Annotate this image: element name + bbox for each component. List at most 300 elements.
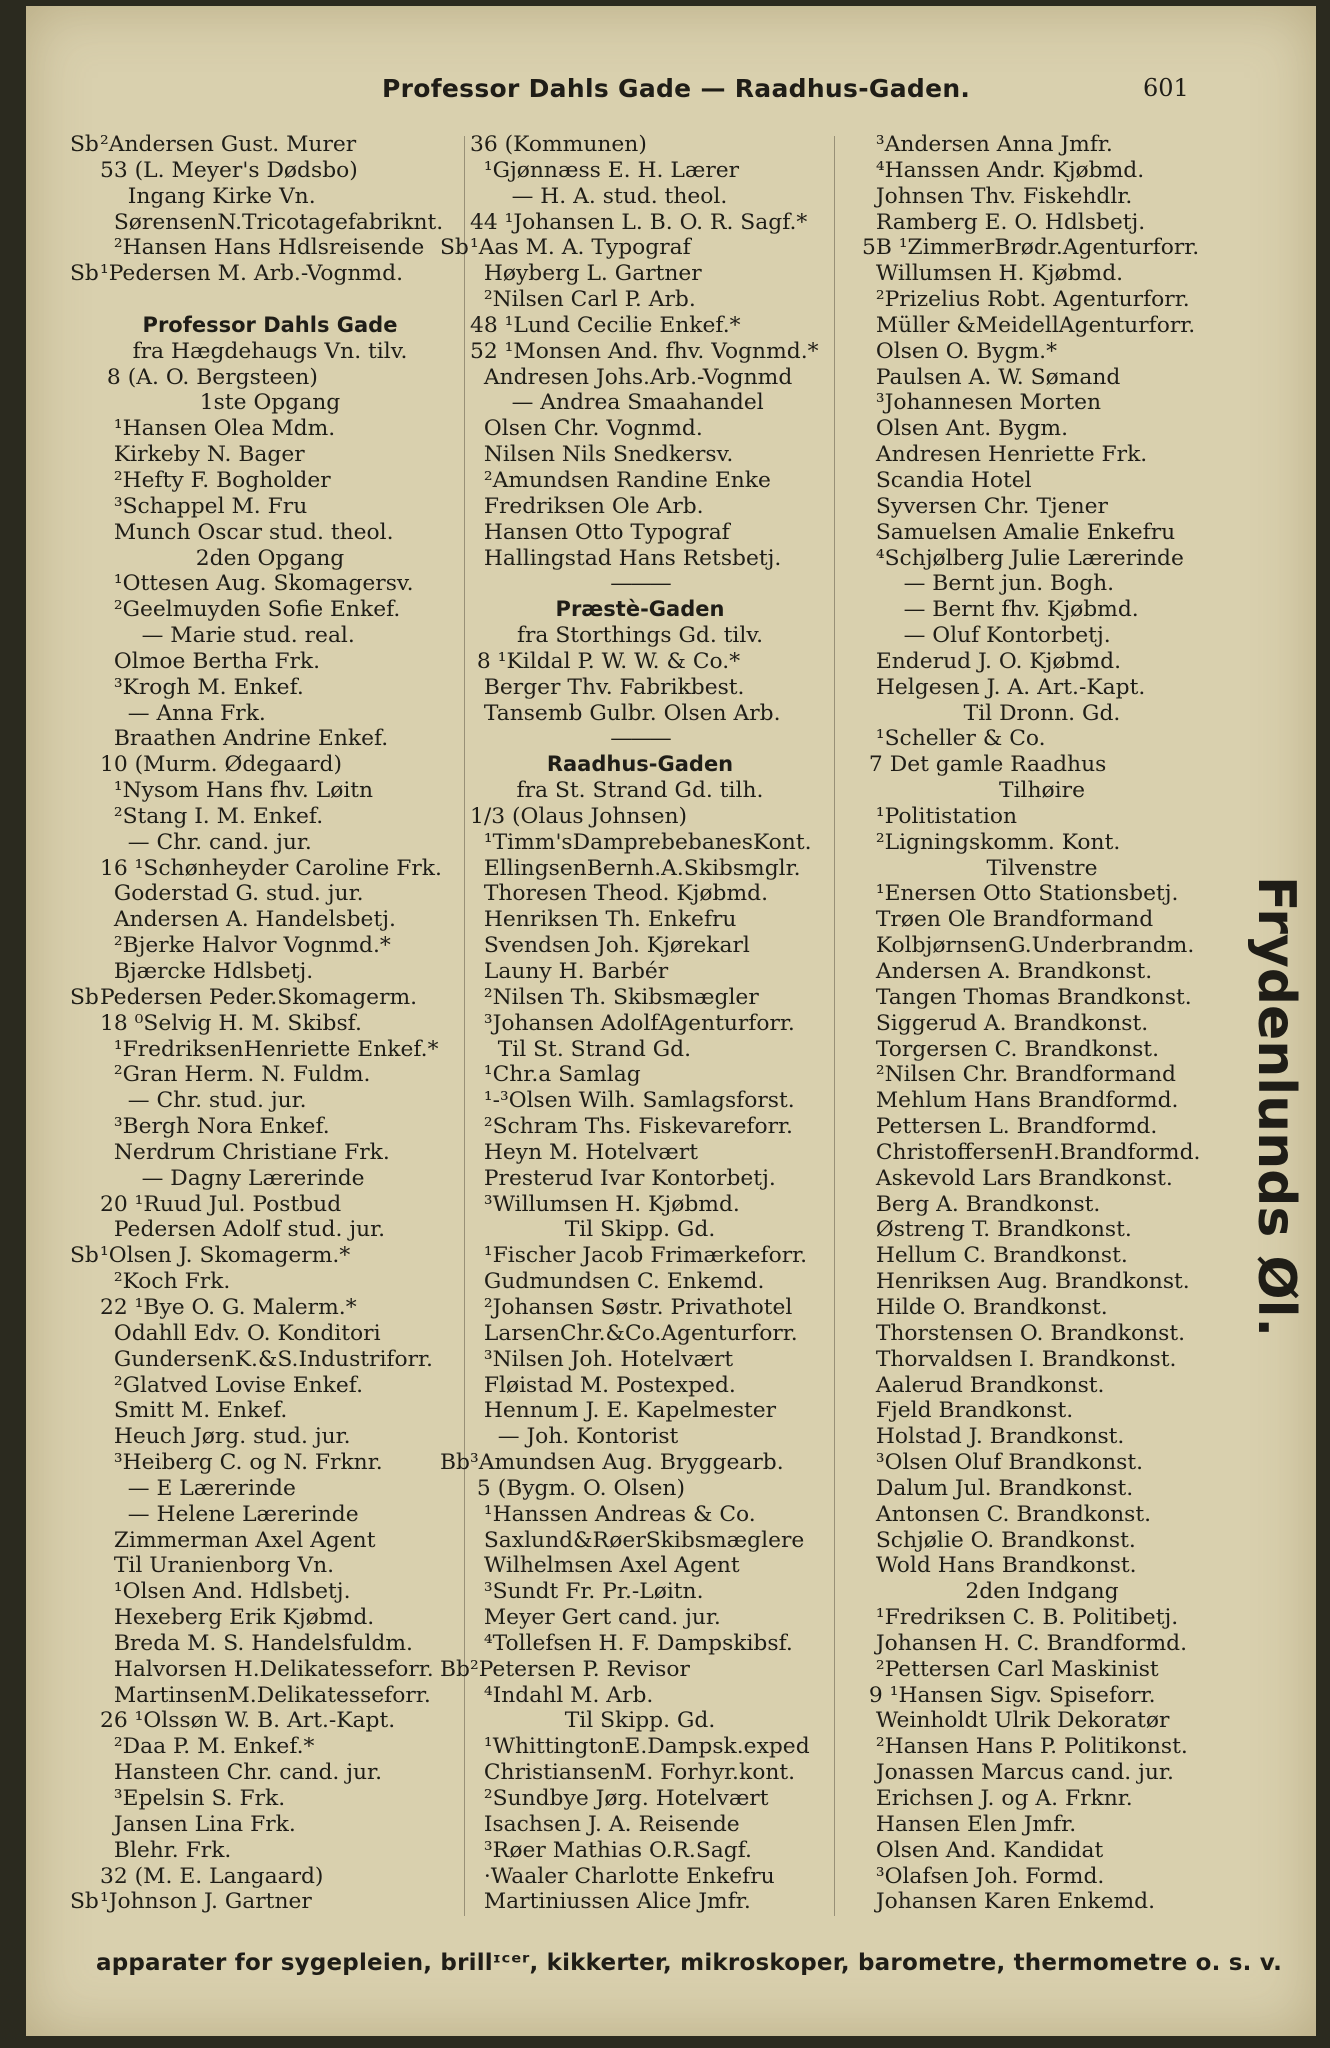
- entry-text: Olsen And. Kandidat: [862, 1837, 1104, 1863]
- directory-entry: [440, 339, 840, 365]
- section-label: [832, 778, 1252, 804]
- entry-text: Andersen A. Handelsbetj.: [100, 907, 396, 933]
- directory-entry: [832, 158, 1252, 184]
- directory-entry: [832, 985, 1252, 1011]
- entry-text: Syversen Chr. Tjener: [862, 493, 1108, 519]
- entry-text: Antonsen C. Brandkonst.: [862, 1501, 1152, 1527]
- directory-entry: [440, 1062, 840, 1088]
- entry-text: — Oluf Kontorbetj.: [862, 623, 1111, 649]
- entry-text: ²Hefty F. Bogholder: [100, 467, 331, 493]
- page-header: [26, 74, 1316, 108]
- directory-entry: [70, 649, 470, 675]
- entry-text: ¹WhittingtonE.Dampsk.exped: [470, 1734, 810, 1760]
- section-label: [440, 778, 840, 804]
- entry-text: ²Nilsen Carl P. Arb.: [470, 287, 696, 313]
- entry-text: Andresen Johs.Arb.-Vognmd: [470, 364, 793, 390]
- entry-text: ¹Fischer Jacob Frimærkeforr.: [470, 1243, 808, 1269]
- entry-text: ¹Enersen Otto Stationsbetj.: [862, 881, 1179, 907]
- directory-entry: [832, 804, 1252, 830]
- entry-text: Samuelsen Amalie Enkefru: [862, 519, 1176, 545]
- directory-entry: [440, 287, 840, 313]
- page-number: 601: [1143, 74, 1189, 102]
- entry-text: ¹Hansen Olea Mdm.: [100, 416, 336, 442]
- directory-entry: [70, 1062, 470, 1088]
- directory-entry: [832, 261, 1252, 287]
- directory-entry: [832, 881, 1252, 907]
- entry-text: Aalerud Brandkonst.: [862, 1372, 1105, 1398]
- entry-text: — Bernt fhv. Kjøbmd.: [862, 597, 1139, 623]
- directory-entry: [70, 494, 470, 520]
- entry-text: — Helene Lærerinde: [100, 1501, 359, 1527]
- entry-text: ³Schappel M. Fru: [100, 493, 308, 519]
- entry-text: ———: [610, 726, 670, 752]
- section-label: [440, 1217, 840, 1243]
- directory-entry: [70, 1812, 470, 1838]
- entry-text: Jonassen Marcus cand. jur.: [862, 1760, 1174, 1786]
- directory-entry: [70, 287, 470, 313]
- entry-text: ²Johansen Søstr. Privathotel: [470, 1294, 793, 1320]
- entry-text: Tangen Thomas Brandkonst.: [862, 984, 1192, 1010]
- directory-entry: [832, 1424, 1252, 1450]
- entry-text: 20 ¹Ruud Jul. Postbud: [100, 1191, 342, 1217]
- entry-text: Heyn M. Hotelvært: [470, 1139, 698, 1165]
- entry-text: Torgersen C. Brandkonst.: [862, 1036, 1159, 1062]
- directory-entry: [832, 520, 1252, 546]
- directory-entry: [70, 1476, 470, 1502]
- entry-text: 48 ¹Lund Cecilie Enkef.*: [470, 312, 741, 338]
- entry-text: Hexeberg Erik Kjøbmd.: [100, 1605, 375, 1631]
- directory-entry: [832, 468, 1252, 494]
- directory-entry: [440, 468, 840, 494]
- directory-entry: [70, 675, 470, 701]
- entry-prefix: Sb: [440, 235, 469, 261]
- entry-text: ³Nilsen Joh. Hotelvært: [470, 1346, 734, 1372]
- directory-entry: [832, 1037, 1252, 1063]
- entry-text: 22 ¹Bye O. G. Malerm.*: [100, 1294, 357, 1320]
- directory-entry: [440, 365, 840, 391]
- entry-text: Henriksen Th. Enkefru: [470, 907, 737, 933]
- entry-text: Holstad J. Brandkonst.: [862, 1424, 1125, 1450]
- entry-text: Goderstad G. stud. jur.: [100, 881, 364, 907]
- entry-text: Smitt M. Enkef.: [100, 1398, 288, 1424]
- directory-entry: [70, 1528, 470, 1554]
- directory-entry: [440, 1605, 840, 1631]
- section-label: [832, 856, 1252, 882]
- directory-entry: [832, 597, 1252, 623]
- directory-entry: [832, 1812, 1252, 1838]
- entry-prefix: Bb: [440, 1656, 470, 1682]
- entry-text: ²Petersen P. Revisor: [470, 1656, 690, 1682]
- directory-entry: [832, 1140, 1252, 1166]
- entry-text: Østreng T. Brandkonst.: [862, 1217, 1132, 1243]
- entry-text: 8 (A. O. Bergsteen): [100, 364, 318, 390]
- entry-text: — Chr. cand. jur.: [100, 829, 312, 855]
- directory-entry: [440, 1579, 840, 1605]
- directory-entry: [832, 1373, 1252, 1399]
- entry-text: — Bernt jun. Bogh.: [862, 571, 1115, 597]
- directory-entry: [832, 1502, 1252, 1528]
- directory-entry: [440, 1398, 840, 1424]
- directory-entry: [832, 1114, 1252, 1140]
- directory-entry: [832, 1476, 1252, 1502]
- entry-text: ²Sundbye Jørg. Hotelvært: [470, 1786, 769, 1811]
- entry-text: ·Waaler Charlotte Enkefru: [470, 1863, 775, 1889]
- directory-entry: [70, 752, 470, 778]
- section-label: [440, 1708, 840, 1734]
- entry-text: ¹Gjønnæss E. H. Lærer: [470, 157, 740, 183]
- directory-entry: [70, 1321, 470, 1347]
- entry-prefix: Bb: [440, 1450, 470, 1476]
- entry-text: ⁴Tollefsen H. F. Dampskibsf.: [470, 1630, 793, 1656]
- directory-entry: [832, 830, 1252, 856]
- directory-entry: [70, 985, 470, 1011]
- entry-text: Askevold Lars Brandkonst.: [862, 1165, 1173, 1191]
- directory-entry: [440, 1088, 840, 1114]
- entry-text: 9 ¹Hansen Sigv. Spiseforr.: [862, 1682, 1156, 1708]
- directory-entry: [440, 1347, 840, 1373]
- directory-entry: [70, 726, 470, 752]
- entry-text: ¹Timm'sDamprebebanesKont.: [470, 829, 812, 855]
- entry-text: ³Olsen Oluf Brandkonst.: [862, 1450, 1144, 1476]
- entry-text: Til Uranienborg Vn.: [100, 1553, 335, 1579]
- directory-entry: [440, 1037, 840, 1063]
- entry-text: ²Geelmuyden Sofie Enkef.: [100, 597, 401, 623]
- directory-entry: [70, 261, 470, 287]
- entry-text: Johnsen Thv. Fiskehdlr.: [862, 183, 1133, 209]
- directory-entry: [440, 1269, 840, 1295]
- directory-entry: [440, 649, 840, 675]
- section-label: [70, 339, 470, 365]
- directory-entry: [832, 235, 1252, 261]
- entry-text: Heuch Jørg. stud. jur.: [100, 1424, 351, 1450]
- entry-text: ²Prizelius Robt. Agenturforr.: [862, 287, 1190, 313]
- entry-text: ²Ligningskomm. Kont.: [862, 829, 1121, 855]
- directory-entry: [70, 1243, 470, 1269]
- entry-text: 7 Det gamle Raadhus: [862, 752, 1107, 778]
- entry-text: Høyberg L. Gartner: [470, 261, 702, 287]
- entry-text: Kirkeby N. Bager: [100, 442, 305, 468]
- page-title: Professor Dahls Gade — Raadhus-Gaden.: [382, 74, 971, 103]
- directory-entry: [70, 132, 470, 158]
- entry-text: Siggerud A. Brandkonst.: [862, 1010, 1149, 1036]
- directory-entry: [440, 933, 840, 959]
- directory-entry: [832, 1631, 1252, 1657]
- entry-text: ChristoffersenH.Brandformd.: [862, 1139, 1201, 1165]
- entry-text: ³Johannesen Morten: [862, 390, 1102, 416]
- entry-text: Braathen Andrine Enkef.: [100, 726, 389, 752]
- entry-text: Olsen Ant. Bygm.: [862, 416, 1069, 442]
- entry-text: — H. A. stud. theol.: [470, 183, 728, 209]
- entry-text: ChristiansenM. Forhyr.kont.: [470, 1760, 796, 1786]
- entry-prefix: Sb: [70, 132, 99, 157]
- entry-text: ³Olafsen Joh. Formd.: [862, 1863, 1105, 1889]
- entry-text: Olsen Chr. Vognmd.: [470, 416, 703, 442]
- entry-text: 2den Opgang: [195, 545, 345, 571]
- directory-entry: [70, 881, 470, 907]
- directory-entry: [832, 339, 1252, 365]
- directory-entry: [70, 1217, 470, 1243]
- entry-text: Thorstensen O. Brandkonst.: [862, 1320, 1186, 1346]
- column-1: [70, 132, 470, 1915]
- entry-text: Zimmerman Axel Agent: [100, 1527, 376, 1553]
- directory-entry: [832, 287, 1252, 313]
- entry-text: Johansen H. C. Brandformd.: [862, 1630, 1188, 1656]
- directory-entry: [832, 933, 1252, 959]
- entry-text: Blehr. Frk.: [100, 1837, 232, 1863]
- entry-text: Isachsen J. A. Reisende: [470, 1811, 740, 1837]
- entry-text: Olmoe Bertha Frk.: [100, 648, 321, 674]
- directory-entry: [440, 1631, 840, 1657]
- entry-text: ³Andersen Anna Jmfr.: [862, 132, 1113, 157]
- entry-text: Thoresen Theod. Kjøbmd.: [470, 881, 769, 907]
- entry-text: — Anna Frk.: [100, 700, 266, 726]
- directory-entry: [70, 1838, 470, 1864]
- entry-text: Til St. Strand Gd.: [470, 1036, 691, 1062]
- footer-advertisement: apparater for sygepleien, brill⁠ᶦᶜᵉʳ, kikkerter, mikroskoper, barometre, thermometre o. s. v.: [96, 1950, 1283, 1976]
- entry-text: ²Andersen Gust. Murer: [100, 132, 357, 157]
- entry-text: Til Dronn. Gd.: [963, 700, 1121, 726]
- directory-entry: [832, 1708, 1252, 1734]
- entry-text: Til Skipp. Gd.: [564, 1217, 716, 1243]
- entry-text: Tilhøire: [999, 778, 1085, 804]
- directory-entry: [832, 1192, 1252, 1218]
- entry-prefix: Sb: [70, 1889, 99, 1915]
- entry-text: ²Stang I. M. Enkef.: [100, 803, 324, 829]
- directory-entry: [70, 416, 470, 442]
- directory-entry: [70, 1398, 470, 1424]
- directory-entry: [832, 1864, 1252, 1890]
- directory-entry: [832, 1088, 1252, 1114]
- directory-entry: [440, 1657, 840, 1683]
- directory-entry: [440, 442, 840, 468]
- entry-text: Müller &MeidellAgenturforr.: [862, 312, 1196, 338]
- side-advertisement-text: Frydenlunds Øl.: [1246, 876, 1306, 1338]
- directory-entry: [70, 1760, 470, 1786]
- directory-entry: [70, 1605, 470, 1631]
- directory-entry: [70, 1269, 470, 1295]
- directory-entry: [832, 752, 1252, 778]
- entry-text: Wilhelmsen Axel Agent: [470, 1553, 740, 1579]
- directory-entry: [832, 1605, 1252, 1631]
- section-label: [70, 546, 470, 572]
- entry-text: Raadhus-Gaden: [546, 752, 734, 777]
- entry-text: ³Krogh M. Enkef.: [100, 674, 304, 700]
- directory-entry: [70, 1502, 470, 1528]
- directory-entry: [832, 184, 1252, 210]
- entry-text: Thorvaldsen I. Brandkonst.: [862, 1346, 1177, 1372]
- entry-prefix: Sb: [70, 984, 99, 1010]
- directory-entry: [440, 675, 840, 701]
- directory-entry: [440, 1243, 840, 1269]
- directory-entry: [440, 1786, 840, 1812]
- directory-entry: [832, 649, 1252, 675]
- entry-text: Hallingstad Hans Retsbetj.: [470, 545, 782, 571]
- entry-text: ²Hansen Hans P. Politikonst.: [862, 1734, 1188, 1760]
- directory-entry: [440, 907, 840, 933]
- directory-entry: [440, 1734, 840, 1760]
- directory-entry: [440, 184, 840, 210]
- directory-entry: [440, 520, 840, 546]
- directory-entry: [70, 1864, 470, 1890]
- directory-entry: [832, 1243, 1252, 1269]
- directory-entry: [70, 468, 470, 494]
- directory-entry: [70, 158, 470, 184]
- entry-text: ¹Aas M. A. Typograf: [470, 235, 691, 261]
- directory-entry: [70, 623, 470, 649]
- entry-text: Præstè-Gaden: [555, 597, 725, 622]
- entry-prefix: Sb: [70, 1243, 99, 1269]
- entry-text: LarsenChr.&Co.Agenturforr.: [470, 1320, 798, 1346]
- directory-entry: [440, 1166, 840, 1192]
- entry-text: ³Sundt Fr. Pr.-Løitn.: [470, 1579, 704, 1605]
- entry-text: ²Amundsen Randine Enke: [470, 467, 771, 493]
- entry-text: Hansen Elen Jmfr.: [862, 1811, 1077, 1837]
- directory-entry: [440, 1812, 840, 1838]
- directory-entry: [832, 1011, 1252, 1037]
- entry-text: Helgesen J. A. Art.-Kapt.: [862, 674, 1146, 700]
- directory-entry: [832, 1269, 1252, 1295]
- entry-text: Martiniussen Alice Jmfr.: [470, 1889, 751, 1915]
- directory-entry: [70, 442, 470, 468]
- entry-text: 44 ¹Johansen L. B. O. R. Sagf.*: [470, 209, 808, 235]
- directory-entry: [70, 597, 470, 623]
- directory-entry: [440, 210, 840, 236]
- directory-entry: [832, 442, 1252, 468]
- directory-entry: [70, 365, 470, 391]
- directory-entry: [440, 1011, 840, 1037]
- entry-text: MartinsenM.Delikatesseforr.: [100, 1682, 431, 1708]
- directory-entry: [70, 701, 470, 727]
- entry-text: — E Lærerinde: [100, 1475, 296, 1501]
- directory-entry: [70, 1192, 470, 1218]
- directory-entry: [440, 390, 840, 416]
- directory-entry: [832, 313, 1252, 339]
- entry-text: — Dagny Lærerinde: [100, 1165, 365, 1191]
- directory-entry: [440, 1889, 840, 1915]
- entry-text: Meyer Gert cand. jur.: [470, 1605, 721, 1631]
- directory-entry: [832, 959, 1252, 985]
- directory-entry: [440, 1321, 840, 1347]
- directory-entry: [440, 1760, 840, 1786]
- directory-entry: [832, 1450, 1252, 1476]
- entry-text: Paulsen A. W. Sømand: [862, 364, 1121, 390]
- entry-text: Nerdrum Christiane Frk.: [100, 1139, 390, 1165]
- entry-text: ²Nilsen Th. Skibsmægler: [470, 984, 759, 1010]
- entry-text: Willumsen H. Kjøbmd.: [862, 261, 1124, 287]
- entry-text: 2den Indgang: [965, 1579, 1119, 1605]
- entry-text: Dalum Jul. Brandkonst.: [862, 1475, 1134, 1501]
- entry-text: — Joh. Kontorist: [470, 1424, 679, 1450]
- entry-text: Hennum J. E. Kapelmester: [470, 1398, 777, 1424]
- entry-text: Weinholdt Ulrik Dekoratør: [862, 1708, 1170, 1734]
- entry-text: Mehlum Hans Brandformd.: [862, 1088, 1179, 1114]
- entry-text: Hellum C. Brandkonst.: [862, 1243, 1128, 1269]
- directory-entry: [832, 675, 1252, 701]
- entry-text: 5 (Bygm. O. Olsen): [470, 1475, 685, 1501]
- directory-entry: [70, 1347, 470, 1373]
- entry-text: 53 (L. Meyer's Dødsbo): [100, 157, 358, 183]
- directory-entry: [440, 1502, 840, 1528]
- directory-entry: [70, 1889, 470, 1915]
- entry-text: ¹Nysom Hans fhv. Løitn: [100, 778, 374, 804]
- entry-text: ¹Johnson J. Gartner: [100, 1889, 312, 1915]
- entry-text: ¹Olsen J. Skomagerm.*: [100, 1243, 351, 1269]
- directory-entry: [70, 1450, 470, 1476]
- directory-entry: [832, 1657, 1252, 1683]
- directory-entry: [440, 494, 840, 520]
- section-rule: [440, 726, 840, 752]
- directory-entry: [832, 1683, 1252, 1709]
- entry-text: Pettersen L. Brandformd.: [862, 1114, 1158, 1140]
- entry-text: ¹Chr.a Samlag: [470, 1062, 641, 1088]
- entry-text: ²Daa P. M. Enkef.*: [100, 1734, 315, 1760]
- directory-entry: [440, 701, 840, 727]
- entry-text: fra St. Strand Gd. tilh.: [516, 778, 764, 804]
- section-label: [832, 1579, 1252, 1605]
- entry-text: Breda M. S. Handelsfuldm.: [100, 1630, 413, 1656]
- entry-text: Hansen Otto Typograf: [470, 519, 730, 545]
- directory-entry: [70, 1683, 470, 1709]
- entry-text: Fløistad M. Postexped.: [470, 1372, 736, 1398]
- entry-text: ³Johansen AdolfAgenturforr.: [470, 1010, 795, 1036]
- entry-text: ¹Ottesen Aug. Skomagersv.: [100, 571, 414, 597]
- directory-entry: [70, 520, 470, 546]
- entry-text: ²Schram Ths. Fiskevareforr.: [470, 1114, 793, 1140]
- directory-entry: [70, 1708, 470, 1734]
- entry-text: ³Amundsen Aug. Bryggearb.: [470, 1450, 784, 1476]
- entry-text: ²Glatved Lovise Enkef.: [100, 1372, 363, 1398]
- entry-text: Tansemb Gulbr. Olsen Arb.: [470, 700, 781, 726]
- section-label: [440, 623, 840, 649]
- entry-text: Tilvenstre: [986, 855, 1098, 881]
- entry-text: 26 ¹Olssøn W. B. Art.-Kapt.: [100, 1708, 396, 1734]
- entry-text: Nilsen Nils Snedkersv.: [470, 442, 734, 468]
- directory-entry: [70, 1011, 470, 1037]
- entry-text: ———: [610, 571, 670, 597]
- directory-entry: [832, 1734, 1252, 1760]
- directory-entry: [70, 1734, 470, 1760]
- directory-entry: [832, 1295, 1252, 1321]
- directory-entry: [70, 1088, 470, 1114]
- entry-text: ⁴Indahl M. Arb.: [470, 1682, 654, 1708]
- entry-text: EllingsenBernh.A.Skibsmglr.: [470, 855, 801, 881]
- entry-text: ¹Fredriksen C. B. Politibetj.: [862, 1605, 1179, 1631]
- directory-entry: [70, 1786, 470, 1812]
- entry-text: 8 ¹Kildal P. W. W. & Co.*: [470, 648, 741, 674]
- entry-text: Odahll Edv. O. Konditori: [100, 1320, 381, 1346]
- directory-entry: [440, 1528, 840, 1554]
- directory-entry: [70, 933, 470, 959]
- directory-entry: [440, 313, 840, 339]
- entry-text: Til Skipp. Gd.: [564, 1708, 716, 1734]
- directory-entry: [832, 210, 1252, 236]
- entry-text: ²Hansen Hans Hdlsreisende: [100, 235, 425, 261]
- entry-text: Johansen Karen Enkemd.: [862, 1889, 1156, 1915]
- entry-text: 1ste Opgang: [199, 390, 341, 416]
- entry-text: ³Røer Mathias O.R.Sagf.: [470, 1837, 752, 1863]
- entry-text: Pedersen Peder.Skomagerm.: [100, 984, 418, 1010]
- entry-text: ⁴Schjølberg Julie Lærerinde: [862, 545, 1184, 571]
- directory-entry: [440, 158, 840, 184]
- entry-text: Andersen A. Brandkonst.: [862, 959, 1153, 984]
- entry-text: Wold Hans Brandkonst.: [862, 1553, 1137, 1579]
- entry-text: ¹-³Olsen Wilh. Samlagsforst.: [470, 1088, 795, 1114]
- directory-entry: [440, 1476, 840, 1502]
- directory-entry: [440, 1114, 840, 1140]
- section-label: [832, 701, 1252, 727]
- entry-text: 1/3 (Olaus Johnsen): [470, 803, 688, 829]
- directory-entry: [832, 623, 1252, 649]
